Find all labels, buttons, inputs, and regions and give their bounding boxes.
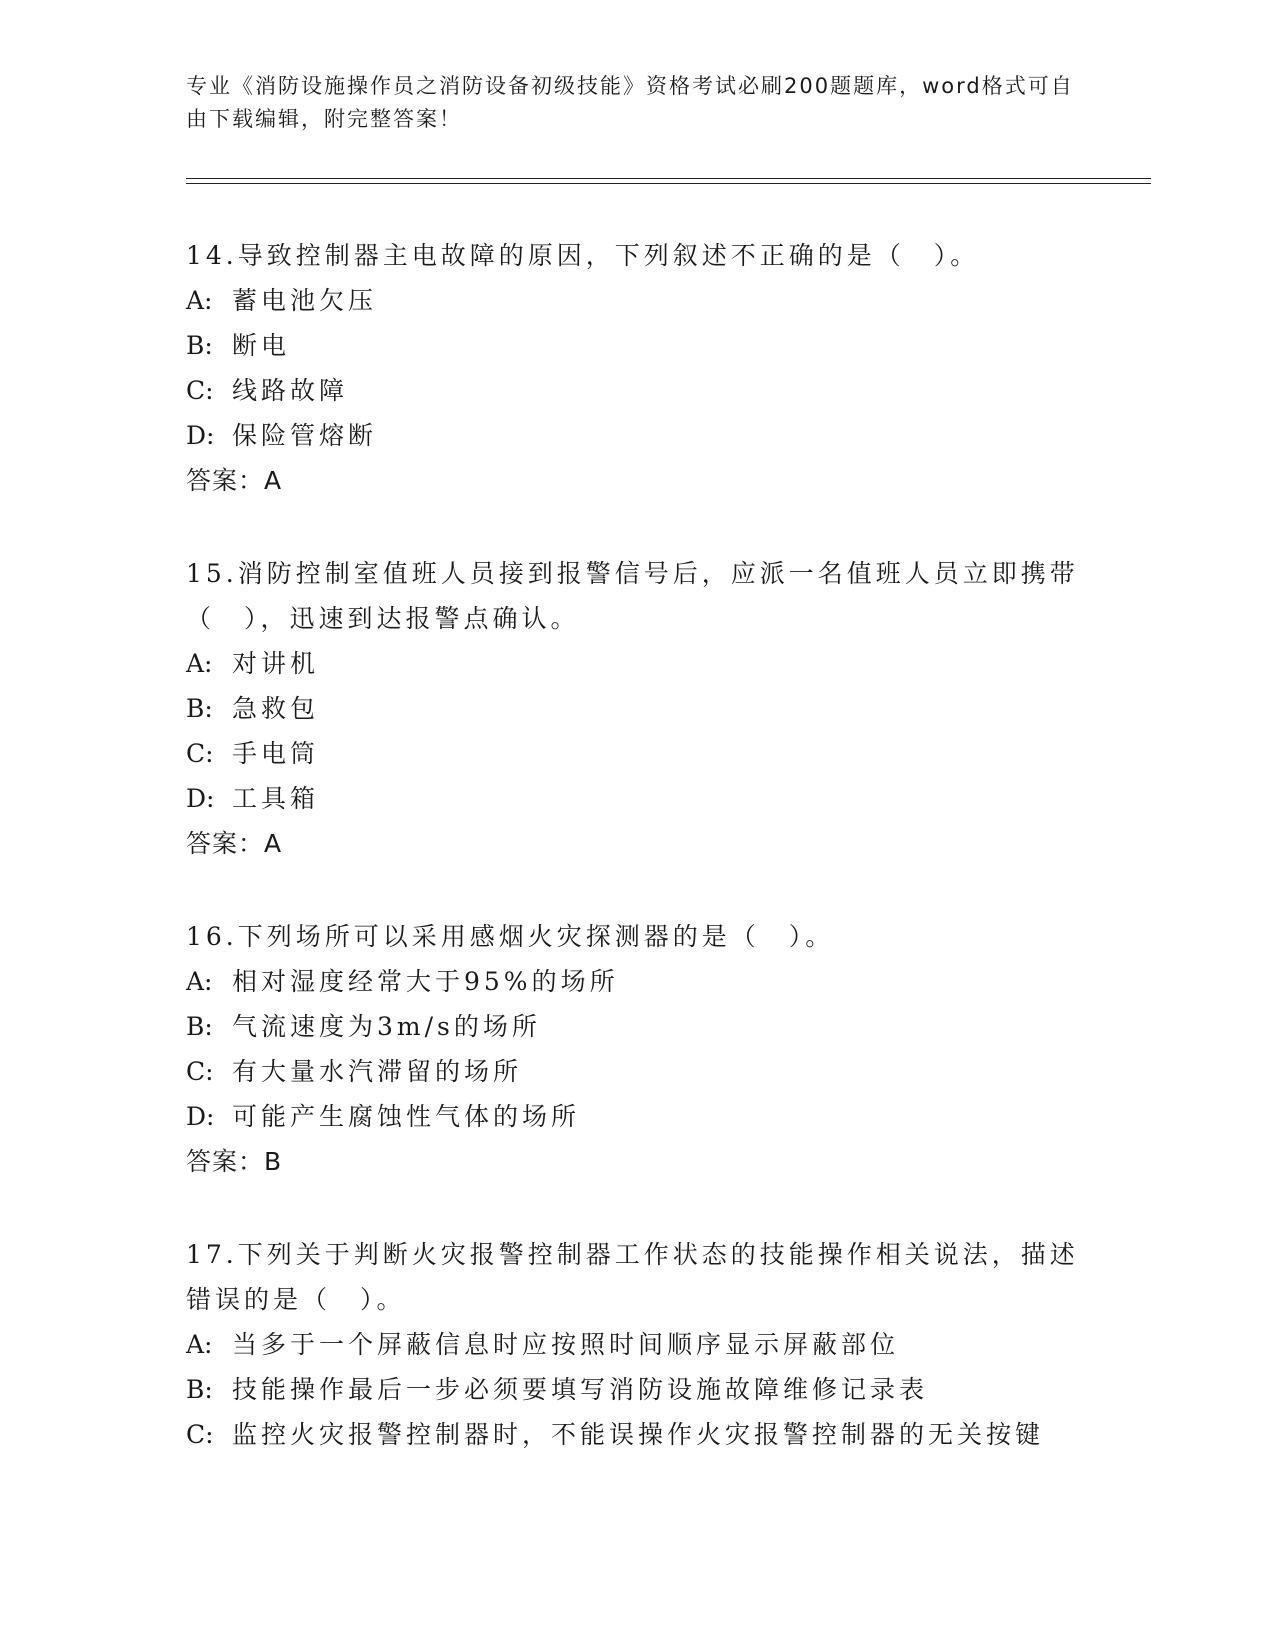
option-text: 对讲机: [232, 649, 320, 678]
question-16: [186, 914, 1086, 1184]
option-letter: D:: [186, 421, 215, 450]
header-divider-top: [186, 178, 1151, 179]
question-15: [186, 551, 1086, 866]
option-letter: B:: [186, 1012, 213, 1041]
answer-line: 答案：A: [186, 466, 283, 495]
option-text: 当多于一个屏蔽信息时应按照时间顺序显示屏蔽部位: [232, 1330, 900, 1359]
option-d: [186, 1094, 1086, 1139]
option-text: 气流速度为3m/s的场所: [232, 1012, 541, 1041]
option-letter: B:: [186, 694, 213, 723]
question-list: [186, 233, 1086, 1457]
option-letter: A:: [186, 286, 213, 315]
header-divider-bottom: [186, 183, 1151, 184]
option-letter: C:: [186, 1057, 214, 1086]
option-letter: C:: [186, 376, 214, 405]
option-letter: A:: [186, 1330, 213, 1359]
option-letter: B:: [186, 1375, 213, 1404]
option-letter: D:: [186, 784, 215, 813]
option-text: 保险管熔断: [232, 421, 378, 450]
option-text: 线路故障: [232, 376, 349, 405]
option-text: 相对湿度经常大于95%的场所: [232, 967, 619, 996]
option-a: [186, 1322, 1086, 1367]
option-d: [186, 776, 1086, 821]
option-letter: A:: [186, 967, 213, 996]
option-letter: D:: [186, 1102, 215, 1131]
option-text: 技能操作最后一步必须要填写消防设施故障维修记录表: [232, 1375, 929, 1404]
question-stem: 14.导致控制器主电故障的原因，下列叙述不正确的是（ ）。: [186, 241, 980, 270]
option-c: [186, 731, 1086, 776]
option-text: 手电筒: [232, 739, 320, 768]
option-c: [186, 1049, 1086, 1094]
option-a: [186, 278, 1086, 323]
option-c: [186, 1412, 1086, 1457]
answer-line: 答案：B: [186, 1147, 283, 1176]
option-letter: B:: [186, 331, 213, 360]
question-stem: 17.下列关于判断火灾报警控制器工作状态的技能操作相关说法，描述错误的是（ ）。: [186, 1240, 1079, 1314]
option-text: 工具箱: [232, 784, 320, 813]
option-text: 有大量水汽滞留的场所: [232, 1057, 523, 1086]
question-stem: 15.消防控制室值班人员接到报警信号后，应派一名值班人员立即携带（ ），迅速到达报警点确认。: [186, 559, 1079, 633]
option-b: [186, 1004, 1086, 1049]
question-stem: 16.下列场所可以采用感烟火灾探测器的是（ ）。: [186, 922, 835, 951]
option-text: 断电: [232, 331, 291, 360]
option-b: [186, 1367, 1086, 1412]
header-text: 专业《消防设施操作员之消防设备初级技能》资格考试必刷200题题库，word格式可自由下载编辑，附完整答案！: [186, 74, 1074, 131]
document-header: [186, 70, 1086, 136]
option-text: 可能产生腐蚀性气体的场所: [232, 1102, 581, 1131]
option-text: 急救包: [232, 694, 320, 723]
question-17: [186, 1232, 1086, 1457]
option-letter: C:: [186, 739, 214, 768]
option-letter: A:: [186, 649, 213, 678]
option-b: [186, 686, 1086, 731]
option-d: [186, 413, 1086, 458]
option-a: [186, 959, 1086, 1004]
option-text: 蓄电池欠压: [232, 286, 378, 315]
option-a: [186, 641, 1086, 686]
option-text: 监控火灾报警控制器时，不能误操作火灾报警控制器的无关按键: [232, 1420, 1045, 1449]
option-b: [186, 323, 1086, 368]
option-c: [186, 368, 1086, 413]
question-14: [186, 233, 1086, 503]
answer-line: 答案：A: [186, 829, 283, 858]
option-letter: C:: [186, 1420, 214, 1449]
